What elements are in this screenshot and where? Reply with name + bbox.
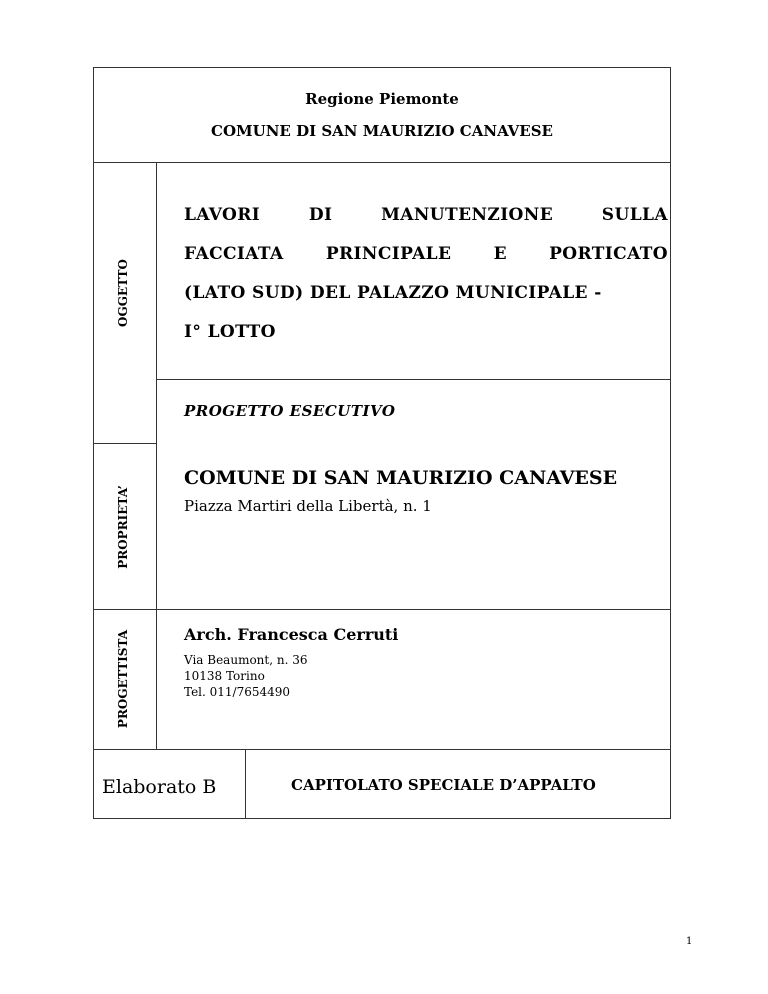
title-word: LAVORI <box>184 205 261 225</box>
label-proprieta: PROPRIETA’ <box>116 485 130 569</box>
title-word: DI <box>308 205 333 225</box>
divider-side-column <box>156 162 157 749</box>
divider-footer-column <box>245 749 246 818</box>
designer-name: Arch. Francesca Cerruti <box>184 625 399 644</box>
designer-address-line: Tel. 011/7654490 <box>184 685 291 699</box>
title-line-1 <box>184 196 668 235</box>
title-word: PRINCIPALE <box>325 244 452 264</box>
divider-phase <box>156 379 670 380</box>
owner-name: COMUNE DI SAN MAURIZIO CANAVESE <box>184 467 618 489</box>
document-code: Elaborato B <box>102 776 217 798</box>
label-oggetto: OGGETTO <box>116 259 130 327</box>
title-word: FACCIATA <box>184 244 284 264</box>
title-word: PORTICATO <box>549 244 668 264</box>
title-word: MANUTENZIONE <box>381 205 554 225</box>
label-progettista: PROGETTISTA <box>116 629 130 729</box>
divider-footer <box>94 749 670 750</box>
designer-address-line: 10138 Torino <box>184 669 265 683</box>
title-line-4: I° LOTTO <box>184 322 276 342</box>
cover-frame <box>93 67 671 819</box>
project-title <box>184 196 668 352</box>
divider-oggetto <box>94 443 156 444</box>
owner-address: Piazza Martiri della Libertà, n. 1 <box>184 497 432 515</box>
divider-header <box>94 162 670 163</box>
designer-address-line: Via Beaumont, n. 36 <box>184 653 308 667</box>
region-name: Regione Piemonte <box>305 90 459 108</box>
title-word: E <box>493 244 507 264</box>
document-title: CAPITOLATO SPECIALE D’APPALTO <box>291 776 596 794</box>
divider-proprieta <box>94 609 670 610</box>
page-number: 1 <box>686 936 693 947</box>
project-phase: PROGETTO ESECUTIVO <box>184 402 396 420</box>
title-line-2 <box>184 235 668 274</box>
title-line-3: (LATO SUD) DEL PALAZZO MUNICIPALE - <box>184 283 602 303</box>
comune-name: COMUNE DI SAN MAURIZIO CANAVESE <box>211 122 553 140</box>
title-word: SULLA <box>601 205 668 225</box>
